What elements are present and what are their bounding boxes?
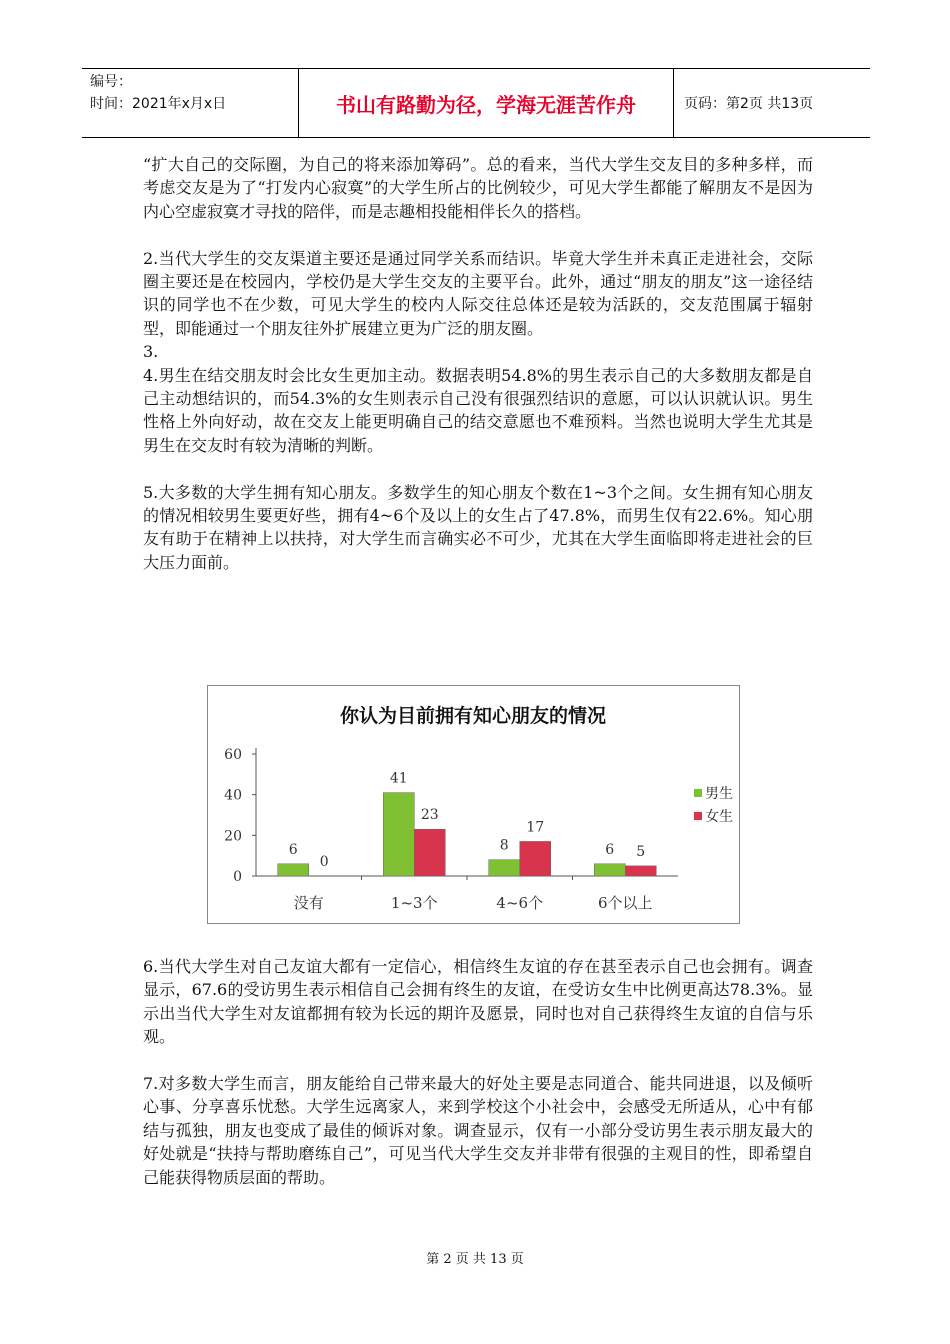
chart-title: 你认为目前拥有知心朋友的情况 (339, 705, 607, 727)
friends-chart (207, 685, 740, 924)
legend-label: 男生 (705, 786, 733, 802)
x-category-label: 4~6个 (496, 894, 544, 912)
paragraph-2: 2.当代大学生的交友渠道主要还是通过同学关系而结识。毕竟大学生并未真正走进社会，交际圈主要还是在校园内，学校仍是大学生交友的主要平台。此外，通过“朋友的朋友”这一途径结识的同学也不在少数，可见大学生的校内人际交往总体还是较为活跃的，交友范围属于辐射型，即能通过一个朋友往外扩展建立更为广泛的朋友圈。 (143, 248, 813, 338)
y-tick-label: 20 (224, 828, 242, 845)
bar-female (414, 829, 445, 876)
x-category-label: 1~3个 (390, 894, 438, 912)
bar-female (625, 866, 656, 876)
y-tick-label: 40 (224, 787, 242, 804)
document-date: 时间：2021年x月x日 (90, 96, 227, 112)
bar-data-label: 8 (499, 837, 509, 854)
legend-label: 女生 (705, 809, 733, 825)
legend-swatch (694, 789, 702, 797)
bar-data-label: 6 (288, 841, 298, 858)
bar-data-label: 6 (605, 841, 615, 858)
header-page-info: 页码：第2页 共13页 (684, 96, 814, 112)
legend-swatch (694, 812, 702, 820)
chart-canvas (208, 686, 739, 923)
x-category-label: 6个以上 (597, 894, 653, 912)
document-body-lower (143, 955, 813, 1189)
paragraph-5: 5.大多数的大学生拥有知心朋友。多数学生的知心朋友个数在1~3个之间。女生拥有知心朋友的情况相较男生要更好些，拥有4~6个及以上的女生占了47.8%，而男生仅有22.6%。知心朋友有助于在精神上以扶持，对大学生而言确实必不可少，尤其在大学生面临即将走进社会的巨大压力面前。 (143, 482, 813, 572)
bar-data-label: 0 (319, 854, 329, 870)
document-number-label: 编号： (90, 74, 132, 90)
bar-data-label: 17 (526, 819, 545, 836)
bar-female (520, 841, 551, 876)
header-motto: 书山有路勤为径，学海无涯苦作舟 (299, 69, 674, 137)
page-footer: 第 2 页 共 13 页 (426, 1252, 524, 1267)
bar-male (594, 864, 625, 876)
document-body (143, 153, 813, 574)
paragraph-7: 7.对多数大学生而言，朋友能给自己带来最大的好处主要是志同道合、能共同进退，以及倾听心事、分享喜乐忧愁。大学生远离家人，来到学校这个小社会中，会感受无所适从，心中有郁结与孤独，朋友也变成了最佳的倾诉对象。调查显示，仅有一小部分受访男生表示朋友最大的好处就是“扶持与帮助磨练自己”，可见当代大学生交友并非带有很强的主观目的性，即希望自己能获得物质层面的帮助。 (143, 1074, 813, 1187)
page-header (82, 68, 870, 138)
bar-data-label: 5 (636, 843, 646, 860)
paragraph-6: 6.当代大学生对自己友谊大都有一定信心，相信终生友谊的存在甚至表示自己也会拥有。调查显示，67.6的受访男生表示相信自己会拥有终生的友谊，在受访女生中比例更高达78.3%。显示出当代大学生对友谊都拥有较为长远的期许及愿景，同时也对自己获得终生友谊的自信与乐观。 (143, 957, 813, 1047)
header-meta (82, 69, 299, 137)
bar-male (278, 864, 309, 876)
y-tick-label: 60 (224, 747, 242, 763)
paragraph-4: 4.男生在结交朋友时会比女生更加主动。数据表明54.8%的男生表示自己的大多数朋友都是自己主动想结识的，而54.3%的女生则表示自己没有很强烈结识的意愿，可以认识就认识。男生性格上外向好动，故在交友上能更明确自己的结交意愿也不难预料。当然也说明大学生尤其是男生在交友时有较为清晰的判断。 (143, 365, 813, 455)
x-category-label: 没有 (293, 894, 324, 912)
y-tick-label: 0 (233, 869, 242, 885)
bar-male (489, 860, 520, 876)
paragraph-intro-continued: “扩大自己的交际圈，为自己的将来添加筹码”。总的看来，当代大学生交友目的多种多样，而考虑交友是为了“打发内心寂寞”的大学生所占的比例较少，可见大学生都能了解朋友不是因为内心空虚寂寞才寻找的陪伴，而是志趣相投能相伴长久的搭档。 (143, 155, 813, 221)
bar-data-label: 41 (389, 770, 408, 787)
bar-data-label: 23 (420, 807, 439, 824)
paragraph-3: 3. (143, 342, 159, 362)
bar-male (383, 793, 414, 876)
